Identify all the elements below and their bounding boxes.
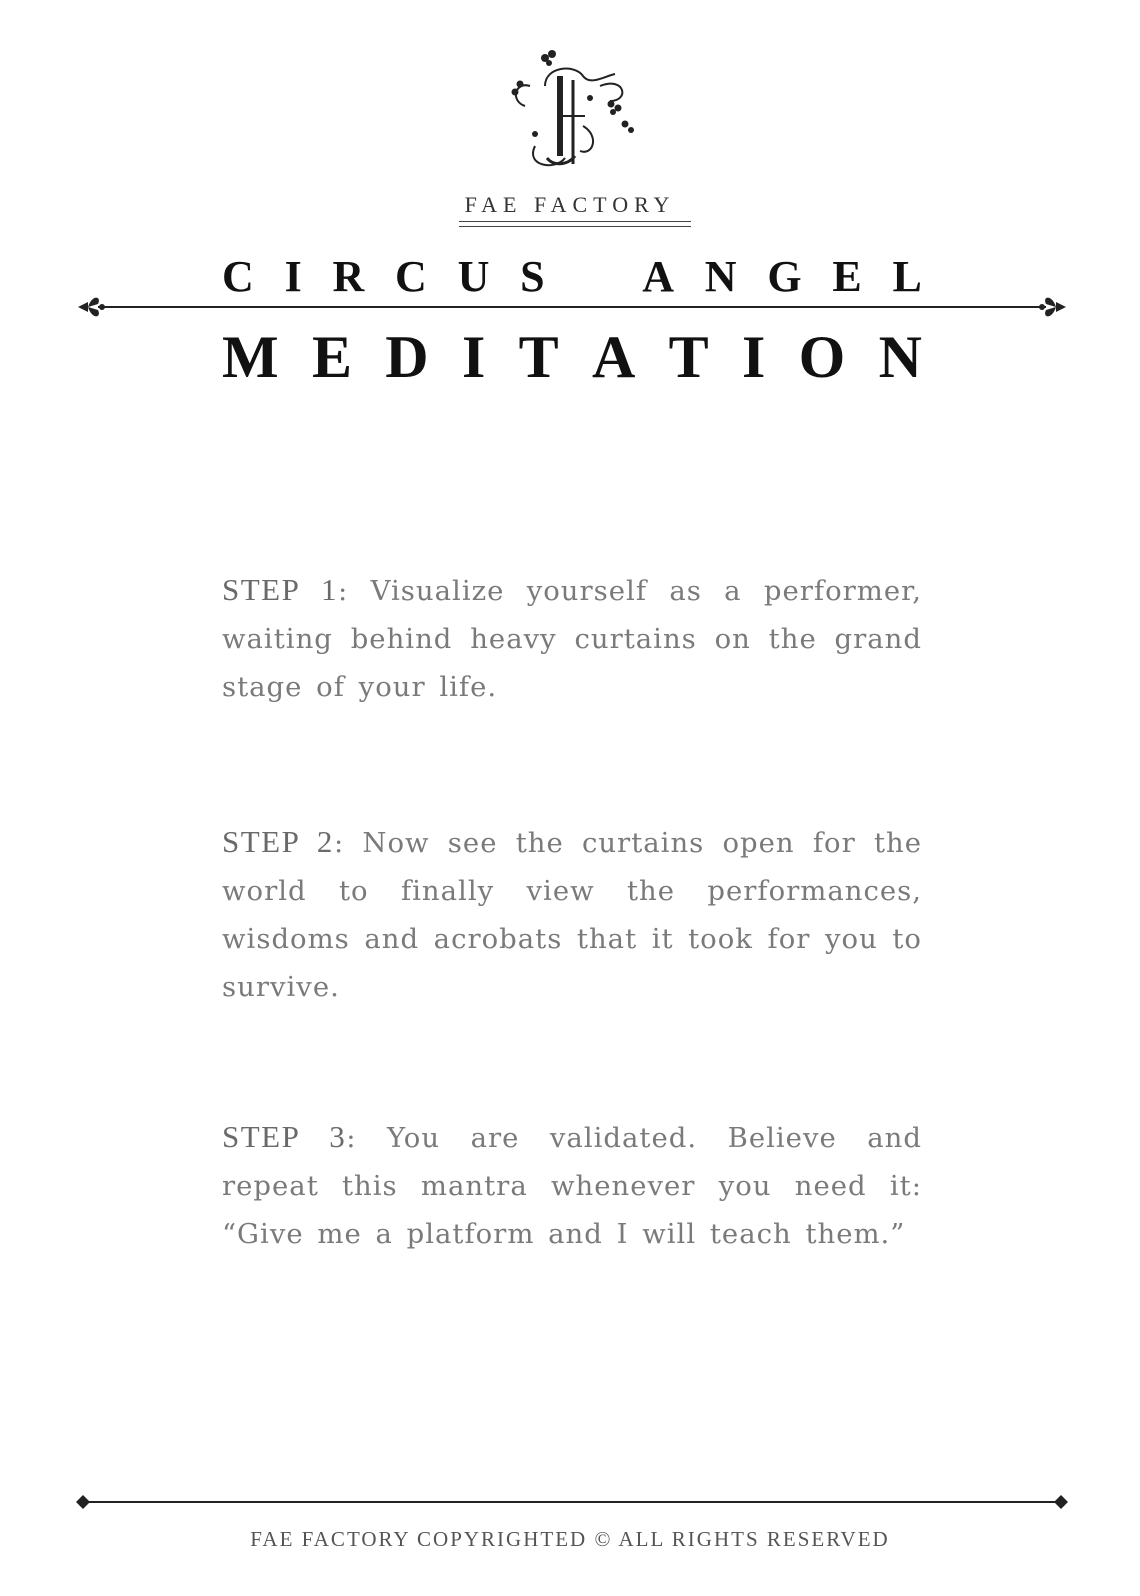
step-paragraph — [222, 818, 922, 1011]
step-text: : You are validated. Believe and repeat this mantra whenever you need it: “Give me a platform and I will teach them.” — [222, 1122, 922, 1250]
title-letter: I — [741, 324, 766, 390]
brand-underline — [459, 221, 691, 222]
title-letter: M — [222, 324, 279, 390]
brand-underline-secondary — [459, 226, 691, 227]
diamond-left-icon — [76, 1495, 90, 1509]
title-letter: T — [668, 324, 709, 390]
title-letter: I — [284, 252, 302, 301]
title-letter: I — [461, 324, 486, 390]
title-letter: D — [385, 324, 429, 390]
title-letter: N — [878, 324, 922, 390]
title-letter: C — [222, 252, 254, 301]
copyright-notice: FAE FACTORY COPYRIGHTED © ALL RIGHTS RESERVED — [250, 1527, 890, 1551]
step-paragraph — [222, 566, 922, 711]
title-letter: T — [518, 324, 559, 390]
fleur-right-icon — [1039, 298, 1066, 317]
title-letter: L — [892, 252, 922, 301]
step-paragraph — [222, 1113, 922, 1258]
step-text: : Visualize yourself as a performer, waiting behind heavy curtains on the grand stage of your life. — [222, 575, 923, 703]
fleur-left-icon — [78, 298, 105, 317]
title-letter: U — [457, 252, 490, 301]
monogram-f-icon — [505, 46, 645, 176]
step-text: : Now see the curtains open for the world to finally view the performances, wisdoms and acrobats that it took for you to survive. — [222, 827, 922, 1003]
title-letter: E — [311, 324, 352, 390]
step-label: STEP 1 — [222, 572, 339, 607]
title-letter: E — [832, 252, 862, 301]
title-letter: G — [767, 252, 802, 301]
title-line-2 — [222, 324, 922, 390]
title-letter: A — [642, 252, 674, 301]
title-letter: A — [591, 324, 636, 390]
title-letter: C — [395, 252, 427, 301]
title-letter: N — [704, 252, 737, 301]
step-label: STEP 3 — [222, 1119, 347, 1154]
title-letter: S — [520, 252, 545, 301]
diamond-right-icon — [1054, 1495, 1068, 1509]
title-letter: R — [332, 252, 365, 301]
ornamental-divider — [76, 292, 1068, 322]
footer-divider — [76, 1492, 1068, 1512]
step-label: STEP 2 — [222, 824, 334, 859]
brand-name: FAE FACTORY — [464, 192, 676, 217]
title-letter: O — [798, 324, 846, 390]
